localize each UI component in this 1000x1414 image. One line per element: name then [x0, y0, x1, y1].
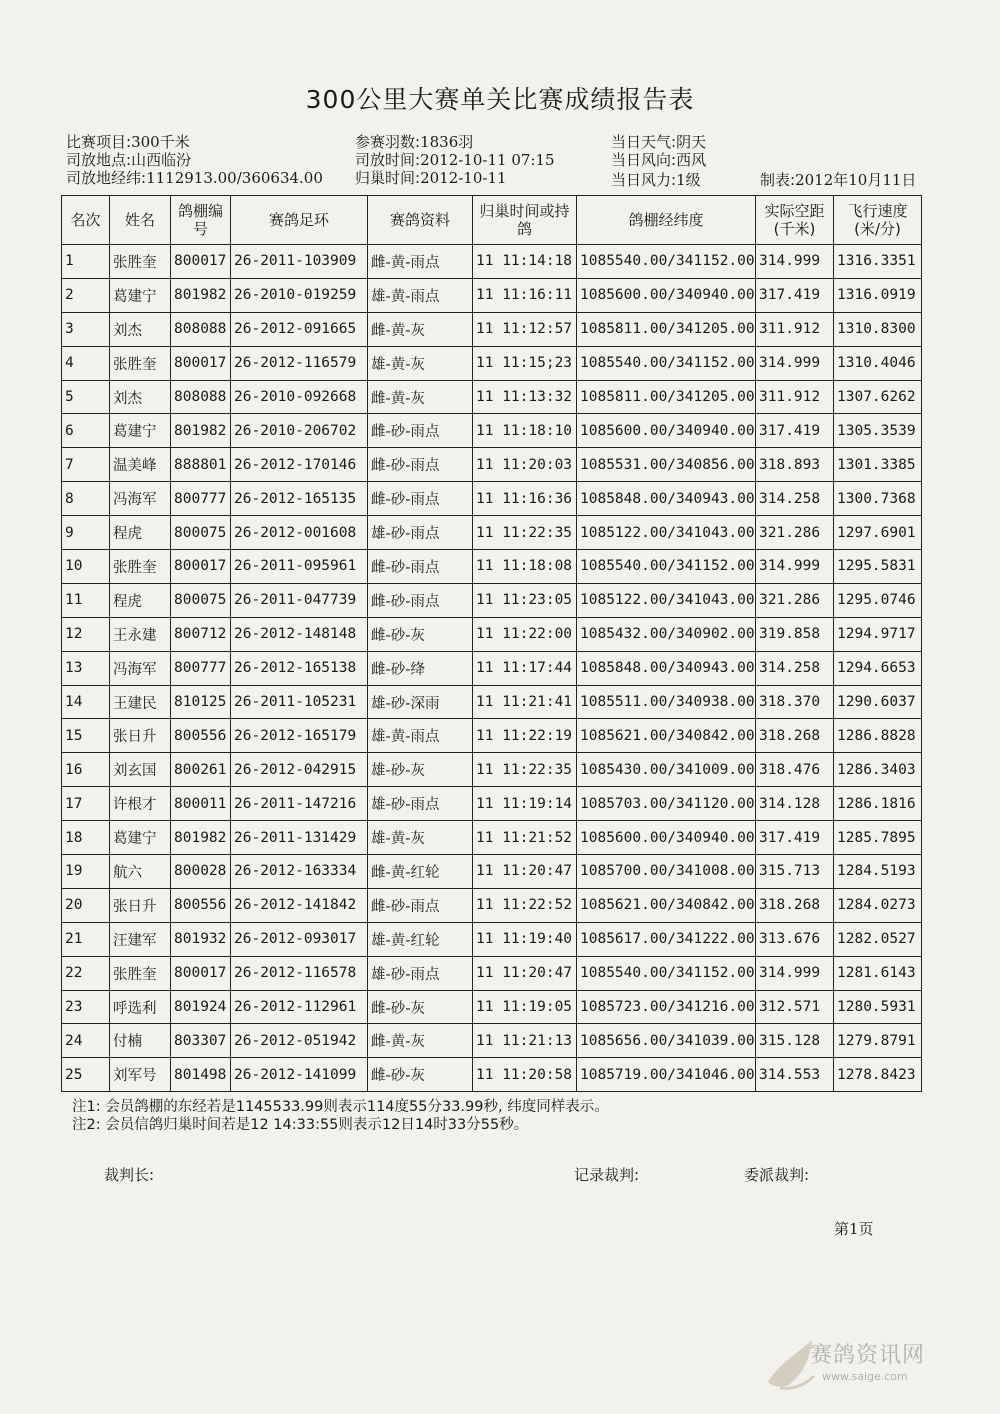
cell-rank: 23	[62, 990, 110, 1024]
cell-rank: 15	[62, 719, 110, 753]
cell-speed: 1297.6901	[834, 516, 922, 550]
cell-return-time: 11 11:20:58	[473, 1058, 577, 1092]
cell-distance: 314.999	[756, 346, 834, 380]
header-name: 姓名	[110, 196, 171, 245]
cell-loft-no: 800777	[171, 651, 231, 685]
info-item: 比赛项目:300千米	[66, 133, 190, 151]
table-row	[62, 346, 922, 380]
table-row	[62, 888, 922, 922]
cell-coordinates: 1085719.00/341046.00	[577, 1058, 756, 1092]
cell-name: 温美峰	[110, 448, 171, 482]
cell-coordinates: 1085511.00/340938.00	[577, 685, 756, 719]
cell-speed: 1286.8828	[834, 719, 922, 753]
cell-return-time: 11 11:20:03	[473, 448, 577, 482]
cell-speed: 1278.8423	[834, 1058, 922, 1092]
cell-coordinates: 1085656.00/341039.00	[577, 1024, 756, 1058]
table-row	[62, 550, 922, 584]
cell-coordinates: 1085848.00/340943.00	[577, 651, 756, 685]
cell-rank: 1	[62, 245, 110, 279]
cell-name: 王永建	[110, 617, 171, 651]
watermark-url: www.saige.com	[822, 1370, 908, 1383]
cell-rank: 20	[62, 888, 110, 922]
cell-pigeon-info: 雌-砂-灰	[368, 1058, 473, 1092]
cell-loft-no: 801924	[171, 990, 231, 1024]
cell-coordinates: 1085723.00/341216.00	[577, 990, 756, 1024]
table-row	[62, 685, 922, 719]
cell-rank: 25	[62, 1058, 110, 1092]
info-weather: 当日天气:阴天	[611, 133, 707, 151]
cell-distance: 319.858	[756, 617, 834, 651]
cell-return-time: 11 11:16:11	[473, 278, 577, 312]
cell-pigeon-info: 雌-砂-雨点	[368, 888, 473, 922]
cell-distance: 311.912	[756, 312, 834, 346]
signature-chief-judge: 裁判长:	[104, 1166, 155, 1184]
cell-return-time: 11 11:19:14	[473, 787, 577, 821]
cell-coordinates: 1085600.00/340940.00	[577, 821, 756, 855]
cell-distance: 315.128	[756, 1024, 834, 1058]
cell-ring: 26-2011-147216	[231, 787, 368, 821]
cell-pigeon-info: 雌-砂-雨点	[368, 550, 473, 584]
cell-ring: 26-2011-103909	[231, 245, 368, 279]
table-row	[62, 380, 922, 414]
cell-pigeon-info: 雄-砂-雨点	[368, 956, 473, 990]
cell-name: 刘军号	[110, 1058, 171, 1092]
cell-speed: 1316.3351	[834, 245, 922, 279]
cell-pigeon-info: 雄-黄-雨点	[368, 278, 473, 312]
page-number: 第1页	[834, 1220, 874, 1238]
cell-distance: 318.476	[756, 753, 834, 787]
cell-loft-no: 800777	[171, 482, 231, 516]
table-row	[62, 787, 922, 821]
cell-rank: 12	[62, 617, 110, 651]
cell-coordinates: 1085540.00/341152.00	[577, 550, 756, 584]
cell-ring: 26-2011-047739	[231, 583, 368, 617]
cell-distance: 314.999	[756, 550, 834, 584]
cell-rank: 5	[62, 380, 110, 414]
info-return-time: 归巢时间:2012-10-11	[355, 169, 507, 187]
cell-speed: 1307.6262	[834, 380, 922, 414]
cell-loft-no: 888801	[171, 448, 231, 482]
header-distance: 实际空距(千米)	[756, 196, 834, 245]
cell-return-time: 11 11:22:35	[473, 753, 577, 787]
cell-loft-no: 800556	[171, 719, 231, 753]
cell-distance: 318.268	[756, 719, 834, 753]
cell-ring: 26-2011-131429	[231, 821, 368, 855]
cell-ring: 26-2012-165135	[231, 482, 368, 516]
table-row	[62, 583, 922, 617]
cell-distance: 314.258	[756, 482, 834, 516]
cell-coordinates: 1085531.00/340856.00	[577, 448, 756, 482]
cell-name: 许根才	[110, 787, 171, 821]
cell-ring: 26-2012-091665	[231, 312, 368, 346]
cell-pigeon-info: 雌-黄-雨点	[368, 245, 473, 279]
cell-ring: 26-2012-093017	[231, 922, 368, 956]
cell-return-time: 11 11:17:44	[473, 651, 577, 685]
cell-distance: 317.419	[756, 821, 834, 855]
cell-loft-no: 800017	[171, 956, 231, 990]
cell-return-time: 11 11:23:05	[473, 583, 577, 617]
header-speed: 飞行速度(米/分)	[834, 196, 922, 245]
cell-name: 冯海军	[110, 651, 171, 685]
cell-loft-no: 800261	[171, 753, 231, 787]
table-row	[62, 245, 922, 279]
table-row	[62, 278, 922, 312]
cell-name: 张胜奎	[110, 956, 171, 990]
cell-pigeon-info: 雌-砂-雨点	[368, 482, 473, 516]
cell-name: 葛建宁	[110, 414, 171, 448]
note-1: 注1: 会员鸽棚的东经若是1145533.99则表示114度55分33.99秒, 纬度同样表示。	[72, 1099, 609, 1115]
cell-ring: 26-2011-105231	[231, 685, 368, 719]
cell-ring: 26-2012-042915	[231, 753, 368, 787]
cell-coordinates: 1085617.00/341222.00	[577, 922, 756, 956]
cell-return-time: 11 11:18:08	[473, 550, 577, 584]
cell-loft-no: 803307	[171, 1024, 231, 1058]
cell-name: 汪建军	[110, 922, 171, 956]
cell-distance: 321.286	[756, 583, 834, 617]
cell-distance: 321.286	[756, 516, 834, 550]
cell-name: 程虎	[110, 516, 171, 550]
cell-speed: 1285.7895	[834, 821, 922, 855]
cell-return-time: 11 11:22:19	[473, 719, 577, 753]
cell-pigeon-info: 雄-黄-雨点	[368, 719, 473, 753]
cell-loft-no: 810125	[171, 685, 231, 719]
table-row	[62, 516, 922, 550]
cell-name: 冯海军	[110, 482, 171, 516]
cell-pigeon-info: 雄-黄-灰	[368, 821, 473, 855]
report-title: 300公里大赛单关比赛成绩报告表	[305, 85, 695, 114]
cell-ring: 26-2012-141099	[231, 1058, 368, 1092]
info-release-time: 司放时间:2012-10-11 07:15	[355, 151, 555, 169]
cell-speed: 1281.6143	[834, 956, 922, 990]
header-pigeon-info: 赛鸽资料	[368, 196, 473, 245]
cell-loft-no: 800028	[171, 855, 231, 889]
cell-pigeon-info: 雄-砂-灰	[368, 753, 473, 787]
cell-coordinates: 1085540.00/341152.00	[577, 245, 756, 279]
cell-distance: 313.676	[756, 922, 834, 956]
cell-name: 刘杰	[110, 380, 171, 414]
cell-speed: 1286.3403	[834, 753, 922, 787]
info-wind-power: 当日风力:1级	[611, 171, 701, 189]
cell-loft-no: 808088	[171, 380, 231, 414]
cell-return-time: 11 11:20:47	[473, 956, 577, 990]
cell-loft-no: 800017	[171, 550, 231, 584]
cell-coordinates: 1085700.00/341008.00	[577, 855, 756, 889]
table-row	[62, 414, 922, 448]
table-row	[62, 448, 922, 482]
cell-rank: 2	[62, 278, 110, 312]
cell-return-time: 11 11:18:10	[473, 414, 577, 448]
cell-name: 呼选利	[110, 990, 171, 1024]
table-row	[62, 922, 922, 956]
cell-loft-no: 800075	[171, 516, 231, 550]
table-row	[62, 617, 922, 651]
cell-pigeon-info: 雌-砂-灰	[368, 617, 473, 651]
header-ring: 赛鸽足环	[231, 196, 368, 245]
cell-rank: 22	[62, 956, 110, 990]
cell-name: 程虎	[110, 583, 171, 617]
cell-return-time: 11 11:19:40	[473, 922, 577, 956]
cell-name: 张胜奎	[110, 346, 171, 380]
table-row	[62, 956, 922, 990]
cell-coordinates: 1085621.00/340842.00	[577, 719, 756, 753]
cell-distance: 315.713	[756, 855, 834, 889]
header-coordinates: 鸽棚经纬度	[577, 196, 756, 245]
cell-return-time: 11 11:19:05	[473, 990, 577, 1024]
cell-return-time: 11 11:14:18	[473, 245, 577, 279]
cell-distance: 314.128	[756, 787, 834, 821]
header-rank: 名次	[62, 196, 110, 245]
cell-return-time: 11 11:22:52	[473, 888, 577, 922]
cell-return-time: 11 11:20:47	[473, 855, 577, 889]
cell-distance: 314.553	[756, 1058, 834, 1092]
table-row	[62, 821, 922, 855]
cell-coordinates: 1085430.00/341009.00	[577, 753, 756, 787]
cell-loft-no: 801932	[171, 922, 231, 956]
cell-speed: 1282.0527	[834, 922, 922, 956]
cell-return-time: 11 11:21:52	[473, 821, 577, 855]
cell-loft-no: 800017	[171, 245, 231, 279]
table-row	[62, 1058, 922, 1092]
cell-speed: 1284.0273	[834, 888, 922, 922]
cell-loft-no: 801982	[171, 414, 231, 448]
cell-return-time: 11 11:21:41	[473, 685, 577, 719]
cell-loft-no: 800075	[171, 583, 231, 617]
table-row	[62, 312, 922, 346]
cell-name: 张日升	[110, 888, 171, 922]
cell-loft-no: 800017	[171, 346, 231, 380]
info-wind-direction: 当日风向:西风	[611, 151, 707, 169]
cell-pigeon-info: 雌-砂-雨点	[368, 583, 473, 617]
cell-rank: 14	[62, 685, 110, 719]
cell-pigeon-info: 雌-砂-绛	[368, 651, 473, 685]
cell-speed: 1295.0746	[834, 583, 922, 617]
info-made-date: 制表:2012年10月11日	[760, 171, 917, 189]
cell-distance: 312.571	[756, 990, 834, 1024]
cell-name: 刘玄国	[110, 753, 171, 787]
info-entries: 参赛羽数:1836羽	[355, 133, 474, 151]
cell-speed: 1301.3385	[834, 448, 922, 482]
cell-coordinates: 1085811.00/341205.00	[577, 312, 756, 346]
results-table	[61, 195, 922, 1092]
cell-return-time: 11 11:16:36	[473, 482, 577, 516]
cell-pigeon-info: 雌-砂-雨点	[368, 448, 473, 482]
cell-ring: 26-2012-148148	[231, 617, 368, 651]
cell-distance: 317.419	[756, 278, 834, 312]
cell-coordinates: 1085600.00/340940.00	[577, 278, 756, 312]
cell-ring: 26-2012-112961	[231, 990, 368, 1024]
table-row	[62, 719, 922, 753]
header-loft-no: 鸽棚编号	[171, 196, 231, 245]
cell-pigeon-info: 雌-黄-灰	[368, 1024, 473, 1058]
cell-speed: 1290.6037	[834, 685, 922, 719]
cell-speed: 1294.6653	[834, 651, 922, 685]
cell-coordinates: 1085600.00/340940.00	[577, 414, 756, 448]
cell-name: 航六	[110, 855, 171, 889]
table-row	[62, 651, 922, 685]
cell-rank: 19	[62, 855, 110, 889]
cell-loft-no: 801982	[171, 821, 231, 855]
notes	[72, 1098, 609, 1134]
cell-pigeon-info: 雄-砂-深雨	[368, 685, 473, 719]
cell-rank: 4	[62, 346, 110, 380]
cell-ring: 26-2010-206702	[231, 414, 368, 448]
cell-ring: 26-2012-141842	[231, 888, 368, 922]
info-release-place: 司放地点:山西临汾	[66, 151, 192, 169]
cell-rank: 17	[62, 787, 110, 821]
cell-speed: 1310.8300	[834, 312, 922, 346]
cell-loft-no: 800011	[171, 787, 231, 821]
cell-return-time: 11 11:12:57	[473, 312, 577, 346]
cell-return-time: 11 11:21:13	[473, 1024, 577, 1058]
cell-rank: 16	[62, 753, 110, 787]
cell-ring: 26-2012-051942	[231, 1024, 368, 1058]
cell-name: 张胜奎	[110, 550, 171, 584]
cell-ring: 26-2011-095961	[231, 550, 368, 584]
cell-loft-no: 800712	[171, 617, 231, 651]
cell-ring: 26-2012-165138	[231, 651, 368, 685]
cell-pigeon-info: 雌-黄-灰	[368, 380, 473, 414]
cell-distance: 311.912	[756, 380, 834, 414]
cell-name: 张日升	[110, 719, 171, 753]
cell-ring: 26-2012-001608	[231, 516, 368, 550]
header-return-time: 归巢时间或持鸽	[473, 196, 577, 245]
cell-name: 王建民	[110, 685, 171, 719]
cell-speed: 1294.9717	[834, 617, 922, 651]
cell-rank: 13	[62, 651, 110, 685]
cell-coordinates: 1085703.00/341120.00	[577, 787, 756, 821]
cell-pigeon-info: 雄-黄-红轮	[368, 922, 473, 956]
cell-distance: 318.893	[756, 448, 834, 482]
cell-rank: 21	[62, 922, 110, 956]
cell-name: 葛建宁	[110, 278, 171, 312]
table-row	[62, 855, 922, 889]
cell-ring: 26-2012-165179	[231, 719, 368, 753]
cell-speed: 1310.4046	[834, 346, 922, 380]
cell-ring: 26-2012-116578	[231, 956, 368, 990]
cell-name: 刘杰	[110, 312, 171, 346]
watermark-name: 赛鸽资讯网	[810, 1343, 926, 1368]
cell-pigeon-info: 雌-砂-灰	[368, 990, 473, 1024]
cell-ring: 26-2010-092668	[231, 380, 368, 414]
cell-speed: 1284.5193	[834, 855, 922, 889]
cell-rank: 10	[62, 550, 110, 584]
cell-coordinates: 1085432.00/340902.00	[577, 617, 756, 651]
cell-return-time: 11 11:13:32	[473, 380, 577, 414]
cell-rank: 6	[62, 414, 110, 448]
table-row	[62, 753, 922, 787]
cell-speed: 1280.5931	[834, 990, 922, 1024]
cell-speed: 1305.3539	[834, 414, 922, 448]
signature-recorder: 记录裁判:	[574, 1166, 640, 1184]
cell-distance: 314.999	[756, 245, 834, 279]
cell-coordinates: 1085122.00/341043.00	[577, 516, 756, 550]
cell-coordinates: 1085540.00/341152.00	[577, 346, 756, 380]
table-header-row	[62, 196, 922, 245]
cell-coordinates: 1085848.00/340943.00	[577, 482, 756, 516]
cell-pigeon-info: 雌-砂-雨点	[368, 414, 473, 448]
note-2: 注2: 会员信鸽归巢时间若是12 14:33:55则表示12日14时33分55秒。	[72, 1117, 529, 1133]
signature-assigned: 委派裁判:	[744, 1166, 810, 1184]
cell-speed: 1295.5831	[834, 550, 922, 584]
table-body	[62, 245, 922, 1092]
cell-speed: 1279.8791	[834, 1024, 922, 1058]
cell-ring: 26-2012-163334	[231, 855, 368, 889]
cell-pigeon-info: 雄-砂-雨点	[368, 516, 473, 550]
cell-distance: 318.370	[756, 685, 834, 719]
cell-rank: 3	[62, 312, 110, 346]
cell-return-time: 11 11:22:35	[473, 516, 577, 550]
cell-pigeon-info: 雄-黄-灰	[368, 346, 473, 380]
cell-distance: 314.999	[756, 956, 834, 990]
cell-ring: 26-2012-116579	[231, 346, 368, 380]
cell-ring: 26-2010-019259	[231, 278, 368, 312]
cell-distance: 318.268	[756, 888, 834, 922]
table-row	[62, 1024, 922, 1058]
cell-rank: 7	[62, 448, 110, 482]
cell-ring: 26-2012-170146	[231, 448, 368, 482]
cell-rank: 8	[62, 482, 110, 516]
cell-rank: 9	[62, 516, 110, 550]
cell-distance: 317.419	[756, 414, 834, 448]
cell-pigeon-info: 雄-砂-雨点	[368, 787, 473, 821]
cell-rank: 18	[62, 821, 110, 855]
cell-name: 张胜奎	[110, 245, 171, 279]
info-release-coord: 司放地经纬:1112913.00/360634.00	[66, 169, 323, 187]
cell-coordinates: 1085621.00/340842.00	[577, 888, 756, 922]
cell-rank: 11	[62, 583, 110, 617]
cell-name: 葛建宁	[110, 821, 171, 855]
cell-pigeon-info: 雌-黄-红轮	[368, 855, 473, 889]
cell-rank: 24	[62, 1024, 110, 1058]
cell-coordinates: 1085122.00/341043.00	[577, 583, 756, 617]
cell-speed: 1316.0919	[834, 278, 922, 312]
cell-return-time: 11 11:15;23	[473, 346, 577, 380]
cell-speed: 1286.1816	[834, 787, 922, 821]
cell-loft-no: 801982	[171, 278, 231, 312]
cell-name: 付楠	[110, 1024, 171, 1058]
table-row	[62, 990, 922, 1024]
cell-speed: 1300.7368	[834, 482, 922, 516]
cell-return-time: 11 11:22:00	[473, 617, 577, 651]
cell-loft-no: 808088	[171, 312, 231, 346]
cell-loft-no: 800556	[171, 888, 231, 922]
cell-pigeon-info: 雌-黄-灰	[368, 312, 473, 346]
table-row	[62, 482, 922, 516]
cell-loft-no: 801498	[171, 1058, 231, 1092]
cell-distance: 314.258	[756, 651, 834, 685]
cell-coordinates: 1085540.00/341152.00	[577, 956, 756, 990]
cell-coordinates: 1085811.00/341205.00	[577, 380, 756, 414]
